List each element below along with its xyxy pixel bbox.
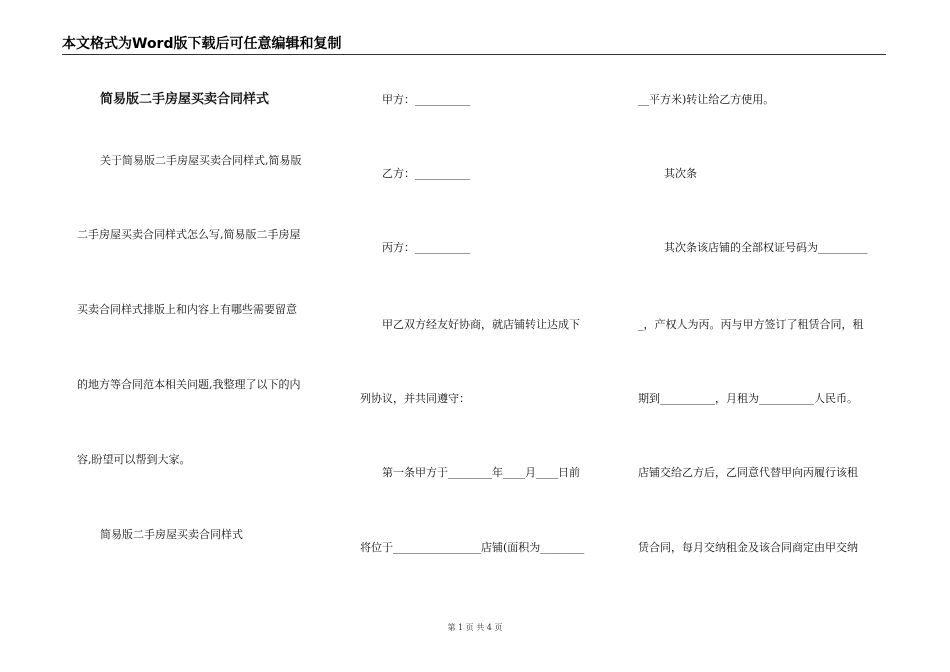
party-c-line: 丙方：__________ — [382, 241, 470, 254]
paragraph-line: 店铺交给乙方后，乙同意代替甲向丙履行该租 — [638, 466, 858, 479]
paragraph-line: 将位于________________店铺(面积为________ — [360, 541, 585, 554]
paragraph-line: 关于简易版二手房屋买卖合同样式,简易版 — [100, 154, 302, 167]
paragraph-line: 的地方等合同范本相关问题,我整理了以下的内 — [77, 378, 301, 391]
paragraph-line: _，产权人为丙。丙与甲方签订了租赁合同，租 — [638, 318, 864, 331]
paragraph-line: 二手房屋买卖合同样式怎么写,简易版二手房屋 — [77, 228, 301, 241]
paragraph-line: 赁合同，每月交纳租金及该合同商定由甲交纳 — [638, 541, 858, 554]
paragraph-line: 甲乙双方经友好协商，就店铺转让达成下 — [382, 318, 580, 331]
paragraph-line: 第一条甲方于________年____月____日前 — [382, 466, 580, 479]
paragraph-line: __平方米)转让给乙方使用。 — [638, 93, 775, 106]
page-number: 第 1 页 共 4 页 — [447, 623, 503, 632]
document-header-title: 本文格式为Word版下载后可任意编辑和复制 — [62, 36, 342, 52]
paragraph-line: 容,盼望可以帮到大家。 — [77, 453, 191, 466]
paragraph-line: 买卖合同样式排版上和内容上有哪些需要留意 — [77, 303, 297, 316]
clause-heading: 其次条 — [664, 167, 697, 180]
paragraph-line: 期到__________，月租为__________人民币。 — [638, 392, 858, 405]
paragraph-line: 其次条该店铺的全部权证号码为_________ — [664, 241, 868, 254]
header-divider — [62, 54, 886, 55]
party-b-line: 乙方：__________ — [382, 167, 470, 180]
section-heading: 简易版二手房屋买卖合同样式 — [100, 528, 243, 541]
party-a-line: 甲方：__________ — [382, 93, 470, 106]
document-title: 简易版二手房屋买卖合同样式 — [100, 92, 270, 107]
paragraph-line: 列协议，并共同遵守： — [360, 392, 470, 405]
